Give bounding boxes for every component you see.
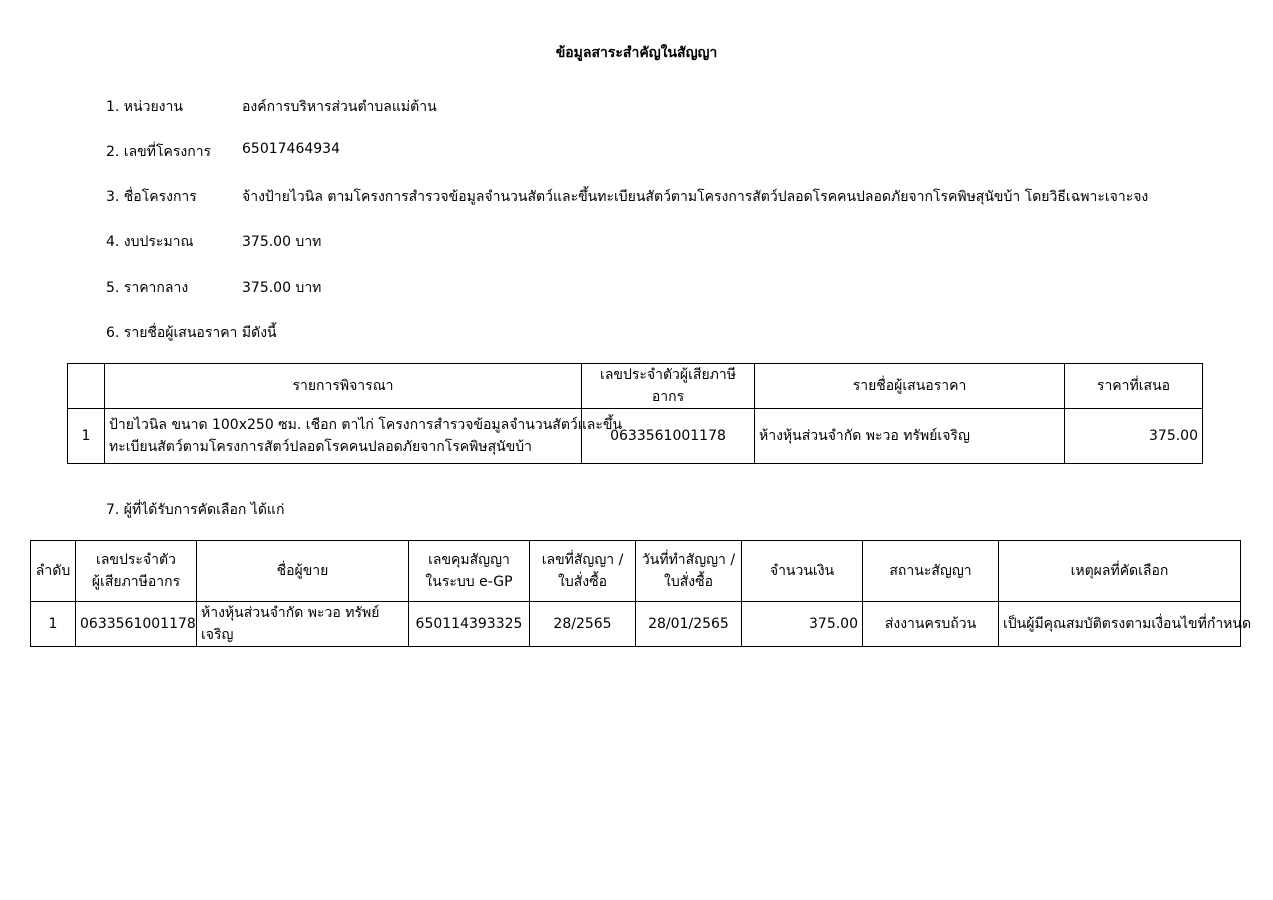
row-reason: เป็นผู้มีคุณสมบัติตรงตามเงื่อนไขที่กำหนด: [999, 602, 1241, 647]
field-value-project-name: จ้างป้ายไวนิล ตามโครงการสำรวจข้อมูลจำนวนสัตว์และขึ้นทะเบียนสัตว์ตามโครงการสัตว์ปลอดโรคคนปลอดภัยจากโรคพิษสุนัขบ้า โดยวิธีเฉพาะเจาะจง: [242, 189, 1149, 205]
header-egp: [409, 541, 530, 602]
bidders-heading: 6. รายชื่อผู้เสนอราคา มีดังนี้: [106, 325, 277, 341]
row-seller: ห้างหุ้นส่วนจำกัด พะวอ ทรัพย์เจริญ: [197, 602, 409, 647]
field-label-median-price: 5. ราคากลาง: [106, 280, 189, 296]
header-contract-date-line1: วันที่ทำสัญญา /: [641, 552, 736, 568]
selected-heading: 7. ผู้ที่ได้รับการคัดเลือก ได้แก่: [106, 502, 285, 518]
header-tax-id-line2: ผู้เสียภาษีอากร: [91, 574, 181, 590]
field-label-project-name: 3. ชื่อโครงการ: [106, 189, 197, 205]
header-contract-no: [530, 541, 636, 602]
header-amount: จำนวนเงิน: [742, 541, 863, 602]
header-contract-date: [636, 541, 742, 602]
row-contract-no: 28/2565: [530, 602, 636, 647]
row-status: ส่งงานครบถ้วน: [863, 602, 999, 647]
row-order: 1: [31, 602, 76, 647]
header-tax-id-line1: เลขประจำตัว: [96, 552, 176, 568]
header-egp-line2: ในระบบ e-GP: [425, 574, 513, 590]
header-price: ราคาที่เสนอ: [1065, 364, 1203, 409]
row-price: 375.00: [1065, 409, 1203, 464]
field-label-agency: 1. หน่วยงาน: [106, 99, 183, 115]
row-tax-id: 0633561001178: [76, 602, 197, 647]
field-value-budget: 375.00 บาท: [242, 234, 322, 250]
row-contract-date: 28/01/2565: [636, 602, 742, 647]
table-row: [31, 602, 1241, 647]
header-contract-date-line2: ใบสั่งซื้อ: [663, 574, 713, 590]
header-status: สถานะสัญญา: [863, 541, 999, 602]
header-tax-id: [76, 541, 197, 602]
header-blank: [68, 364, 105, 409]
bidders-table-header: [68, 364, 1203, 409]
header-order: ลำดับ: [31, 541, 76, 602]
header-seller: ชื่อผู้ขาย: [197, 541, 409, 602]
header-tax-id: เลขประจำตัวผู้เสียภาษีอากร: [582, 364, 755, 409]
row-egp: 650114393325: [409, 602, 530, 647]
header-item: รายการพิจารณา: [105, 364, 582, 409]
selected-table: [30, 540, 1252, 647]
field-label-project-number: 2. เลขที่โครงการ: [106, 144, 212, 160]
row-item-line1: ป้ายไวนิล ขนาด 100x250 ซม. เชือก ตาไก่ โครงการสำรวจข้อมูลจำนวนสัตว์และขึ้น: [109, 417, 623, 433]
row-amount: 375.00: [742, 602, 863, 647]
header-egp-line1: เลขคุมสัญญา: [428, 552, 510, 568]
header-reason: เหตุผลที่คัดเลือก: [999, 541, 1241, 602]
field-value-median-price: 375.00 บาท: [242, 280, 322, 296]
row-item: [105, 409, 623, 464]
field-value-project-number: 65017464934: [242, 141, 340, 157]
row-tax-id: 0633561001178: [582, 409, 755, 464]
selected-table-header: [31, 541, 1241, 602]
header-contract-no-line2: ใบสั่งซื้อ: [557, 574, 607, 590]
header-contract-no-line1: เลขที่สัญญา /: [541, 552, 624, 568]
field-label-budget: 4. งบประมาณ: [106, 234, 194, 250]
row-item-line2: ทะเบียนสัตว์ตามโครงการสัตว์ปลอดโรคคนปลอดภัยจากโรคพิษสุนัขบ้า: [109, 439, 533, 455]
bidders-table: [67, 363, 1203, 464]
field-value-agency: องค์การบริหารส่วนตำบลแม่ต้าน: [242, 99, 437, 115]
row-number: 1: [68, 409, 105, 464]
header-bidder: รายชื่อผู้เสนอราคา: [755, 364, 1065, 409]
document-title: ข้อมูลสาระสำคัญในสัญญา: [555, 45, 718, 61]
row-bidder: ห้างหุ้นส่วนจำกัด พะวอ ทรัพย์เจริญ: [755, 409, 1065, 464]
table-row: [68, 409, 1203, 464]
